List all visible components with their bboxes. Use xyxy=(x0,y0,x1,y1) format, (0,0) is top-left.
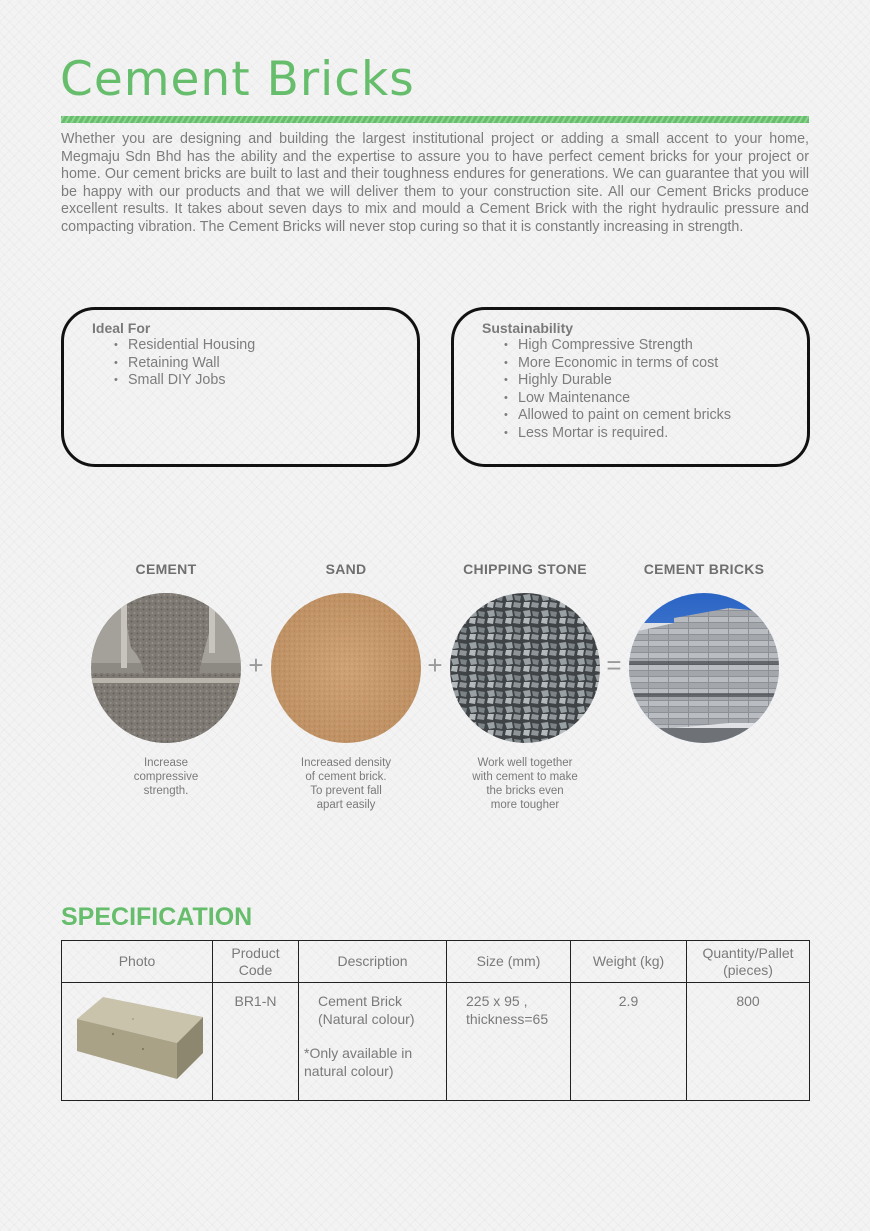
ingredient-desc-sand: Increased density of cement brick. To prevent fall apart easily xyxy=(300,757,392,811)
intro-paragraph: Whether you are designing and building the largest institutional project or adding a small accent to your home, Megmaju Sdn Bhd has the ability and the expertise to assure you to have perfect cement bricks for your project or home. Our cement bricks are built to last and their toughness endures for generations. We can guarantee that you will be happy with our products and that we will deliver them to your construction site. All our Cement Bricks produce excellent results. It takes about seven days to mix and mould a Cement Brick with the right hydraulic pressure and compacting vibration. The Cement Bricks will never stop curing so that it is constantly increasing in strength. xyxy=(61,131,809,235)
sustainability-box xyxy=(451,307,810,467)
list-item: • Allowed to paint on cement bricks xyxy=(504,407,731,425)
list-item: • Low Maintenance xyxy=(504,390,731,408)
cement-photo xyxy=(91,593,241,743)
weight-cell: 2.9 xyxy=(571,983,687,1101)
ingredient-label-cement-bricks: CEMENT BRICKS xyxy=(643,561,765,577)
table-row xyxy=(62,983,810,1101)
list-item: • Less Mortar is required. xyxy=(504,425,731,443)
quantity-cell: 800 xyxy=(687,983,810,1101)
plus-operator: + xyxy=(248,650,264,680)
cement-bricks-photo xyxy=(629,593,779,743)
specification-table xyxy=(61,940,810,1101)
table-header-row xyxy=(62,941,810,983)
product-code-cell: BR1-N xyxy=(213,983,299,1101)
description-text: Cement Brick (Natural colour) xyxy=(318,993,415,1027)
sustainability-heading: Sustainability xyxy=(482,320,574,336)
list-item: • Highly Durable xyxy=(504,372,731,390)
chipping-stone-photo xyxy=(450,593,600,743)
header-weight: Weight (kg) xyxy=(571,941,687,983)
ingredient-label-cement: CEMENT xyxy=(135,561,197,577)
ideal-for-box xyxy=(61,307,420,467)
list-item: • Small DIY Jobs xyxy=(114,372,255,390)
header-photo: Photo xyxy=(62,941,213,983)
ingredient-desc-chipping-stone: Work well together with cement to make the bricks even more tougher xyxy=(472,757,578,811)
title-underline xyxy=(61,116,809,123)
description-cell xyxy=(299,983,447,1101)
ideal-for-heading: Ideal For xyxy=(92,320,151,336)
sustainability-list xyxy=(504,337,731,443)
plus-operator: + xyxy=(427,650,443,680)
brick-photo-cell xyxy=(62,983,213,1101)
equals-operator: = xyxy=(606,650,622,680)
header-product-code: Product Code xyxy=(213,941,299,983)
header-description: Description xyxy=(299,941,447,983)
specification-heading: SPECIFICATION xyxy=(61,903,253,931)
ideal-for-list xyxy=(114,337,255,390)
size-cell: 225 x 95 , thickness=65 xyxy=(447,983,571,1101)
brick-photo xyxy=(63,989,214,1085)
header-size: Size (mm) xyxy=(447,941,571,983)
page-title: Cement Bricks xyxy=(60,52,415,107)
ingredient-desc-cement: Increase compressive strength. xyxy=(133,757,199,797)
list-item: • Residential Housing xyxy=(114,337,255,355)
list-item: • More Economic in terms of cost xyxy=(504,355,731,373)
ingredient-label-chipping-stone: CHIPPING STONE xyxy=(463,561,587,577)
ingredient-label-sand: SAND xyxy=(325,561,367,577)
list-item: • High Compressive Strength xyxy=(504,337,731,355)
description-note: *Only available in natural colour) xyxy=(304,1045,413,1079)
header-quantity: Quantity/Pallet (pieces) xyxy=(687,941,810,983)
sand-photo xyxy=(271,593,421,743)
list-item: • Retaining Wall xyxy=(114,355,255,373)
